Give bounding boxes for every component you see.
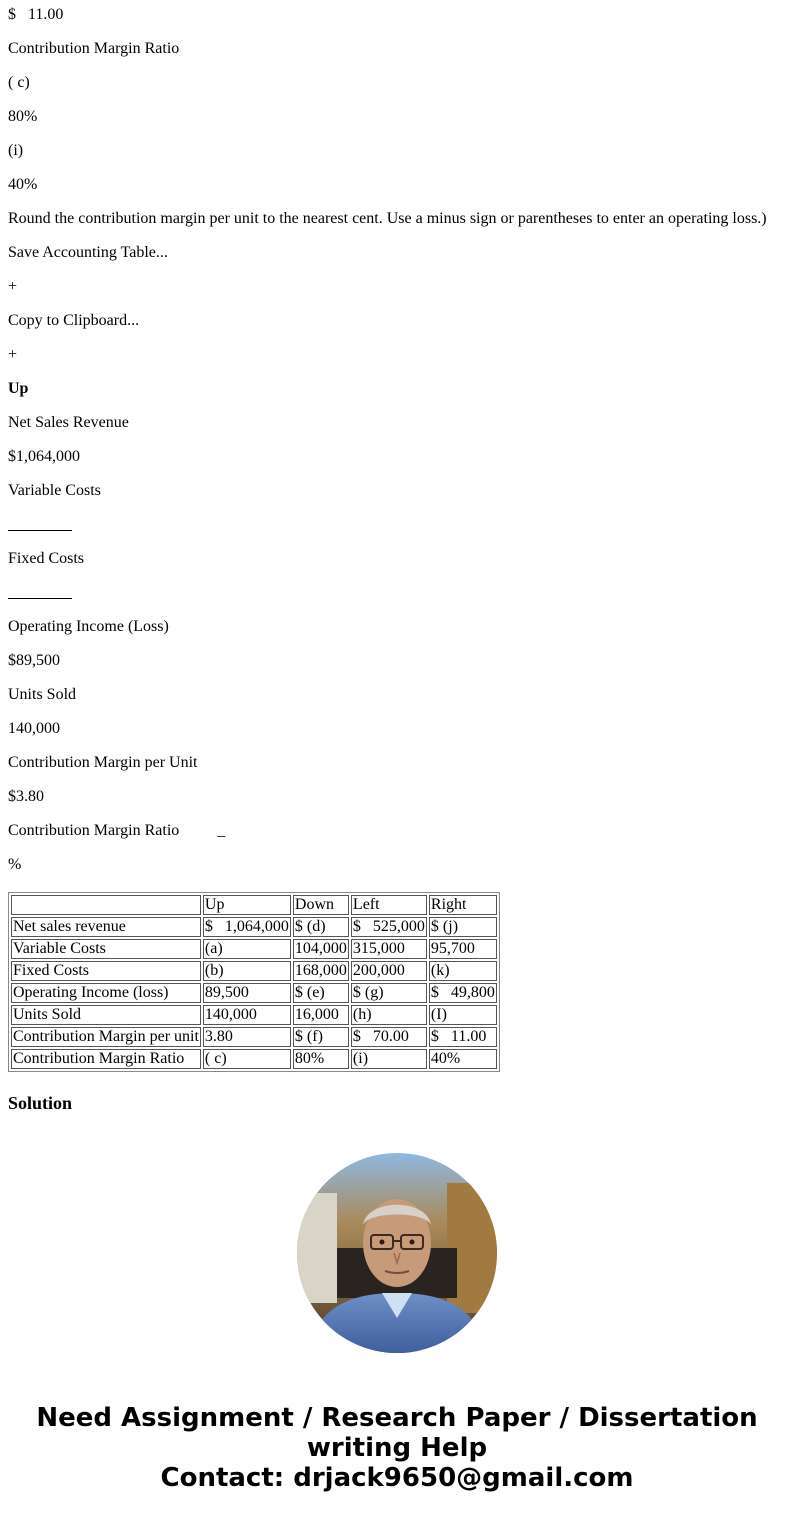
table-row (11, 1027, 497, 1047)
table-cell: 140,000 (203, 1005, 291, 1025)
promo-banner (0, 1403, 794, 1493)
table-cell: $ (j) (429, 917, 497, 937)
units-sold-label: Units Sold (8, 686, 77, 703)
table-row (11, 917, 497, 937)
net-sales-value: $1,064,000 (8, 448, 80, 465)
operating-income-label: Operating Income (Loss) (8, 618, 169, 635)
table-cell: Operating Income (loss) (11, 983, 201, 1003)
table-header-cell: Left (351, 895, 427, 915)
operating-income-value: $89,500 (8, 652, 60, 669)
up-heading: Up (8, 380, 29, 397)
table-row (11, 939, 497, 959)
right-cmr-line: 40% (8, 176, 38, 193)
cm-per-unit-label: Contribution Margin per Unit (8, 754, 198, 771)
table-cell: $ (e) (293, 983, 349, 1003)
table-row (11, 1049, 497, 1069)
net-sales-label: Net Sales Revenue (8, 414, 129, 431)
solution-heading: Solution (8, 1093, 73, 1113)
variable-costs-label: Variable Costs (8, 482, 101, 499)
table-cell: $ 525,000 (352, 918, 425, 935)
table-cell: 200,000 (351, 961, 427, 981)
table-header-cell: Up (203, 895, 291, 915)
table-header-cell: Down (293, 895, 349, 915)
table-header-cell (11, 895, 201, 915)
cmr-label-line: Contribution Margin Ratio (8, 40, 180, 57)
copy-to-clipboard-link[interactable]: Copy to Clipboard... (8, 312, 140, 329)
expand-plus-1[interactable]: + (8, 278, 18, 295)
table-cell: 95,700 (429, 939, 497, 959)
table-cell: $ 49,800 (430, 984, 495, 1001)
left-cmr-line: (i) (8, 142, 24, 159)
table-cell: (k) (429, 961, 497, 981)
table-cell: Fixed Costs (11, 961, 201, 981)
fixed-costs-label: Fixed Costs (8, 550, 85, 567)
table-cell: $ 11.00 (429, 1027, 497, 1047)
fixed-costs-input[interactable] (8, 578, 786, 612)
table-cell: Variable Costs (11, 939, 201, 959)
table-cell: Net sales revenue (11, 917, 201, 937)
promo-line-1: Need Assignment / Research Paper / Dissertation (36, 1403, 758, 1433)
table-row (11, 961, 497, 981)
table-cell: 40% (429, 1049, 497, 1069)
table-cell: $ (f) (293, 1027, 349, 1047)
accounting-table (8, 892, 500, 1072)
variable-costs-input[interactable] (8, 510, 786, 544)
table-header-row (11, 895, 497, 915)
table-header-cell: Right (429, 895, 497, 915)
table-cell: Contribution Margin Ratio (11, 1049, 201, 1069)
down-cmr-line: 80% (8, 108, 38, 125)
instruction-text: Round the contribution margin per unit to the nearest cent. Use a minus sign or parentheses to enter an operating loss.) (8, 210, 767, 227)
table-row (11, 983, 497, 1003)
promo-line-2: writing Help (306, 1433, 488, 1463)
table-cell: ( c) (203, 1049, 291, 1069)
variable-costs-blank[interactable] (8, 516, 72, 531)
cmr-input-blank[interactable]: _ (217, 822, 226, 839)
table-cell: (b) (203, 961, 291, 981)
table-cell: $ 70.00 (351, 1027, 427, 1047)
table-cell: (i) (351, 1049, 427, 1069)
table-row (11, 1005, 497, 1025)
cmr-label-2: Contribution Margin Ratio (8, 822, 180, 839)
table-cell: Contribution Margin per unit (13, 1028, 199, 1045)
right-cm-per-unit-line: $ 11.00 (8, 6, 64, 23)
table-cell: 168,000 (294, 962, 347, 979)
fixed-costs-blank[interactable] (8, 584, 72, 599)
promo-contact-line[interactable]: Contact: drjack9650@gmail.com (160, 1463, 634, 1493)
table-cell: 80% (293, 1049, 349, 1069)
table-cell: (I) (429, 1005, 497, 1025)
cm-per-unit-value: $3.80 (8, 788, 44, 805)
percent-sign: % (8, 856, 22, 873)
table-cell: 3.80 (203, 1027, 291, 1047)
table-cell: $ 1,064,000 (204, 918, 289, 935)
avatar (297, 1153, 497, 1353)
cmr-input-row (8, 816, 786, 850)
units-sold-value: 140,000 (8, 720, 60, 737)
table-cell: $ (g) (351, 983, 427, 1003)
table-cell: (h) (351, 1005, 427, 1025)
table-cell: 16,000 (293, 1005, 349, 1025)
expand-plus-2[interactable]: + (8, 346, 18, 363)
table-cell: 89,500 (203, 983, 291, 1003)
table-cell: 104,000 (294, 940, 347, 957)
table-cell: 315,000 (351, 939, 427, 959)
table-cell: Units Sold (11, 1005, 201, 1025)
avatar-portrait-image (297, 1153, 497, 1353)
up-cmr-line: ( c) (8, 74, 30, 91)
table-cell: $ (d) (293, 917, 349, 937)
save-accounting-table-link[interactable]: Save Accounting Table... (8, 244, 168, 261)
table-cell: (a) (203, 939, 291, 959)
